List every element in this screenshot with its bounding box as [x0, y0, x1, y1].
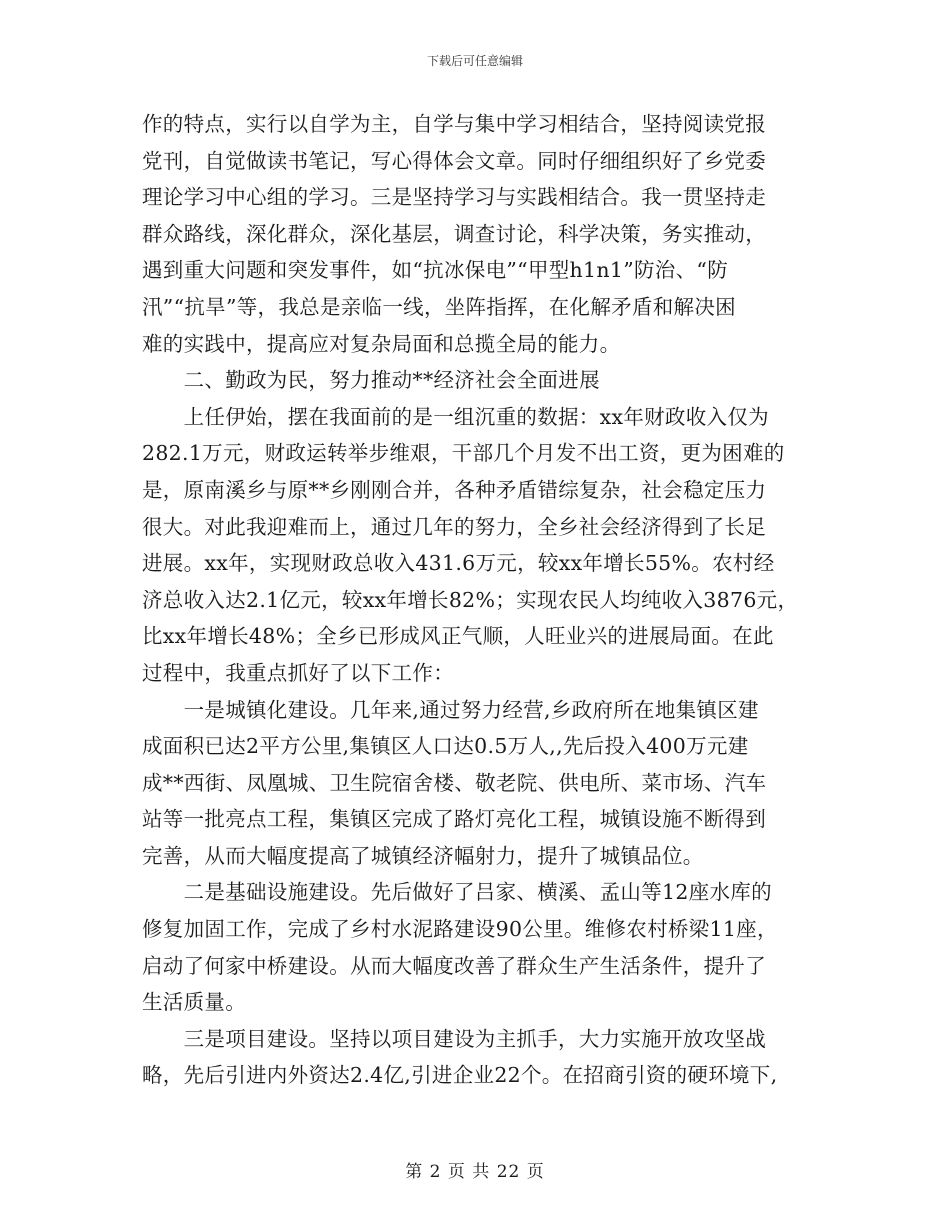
text-line: 济总收入达2.1亿元，较xx年增长82%；实现农民人均纯收入3876元，	[142, 587, 799, 612]
text-line: 完善，从而大幅度提高了城镇经济幅射力，提升了城镇品位。	[142, 843, 704, 868]
page-header: 下载后可任意编辑	[426, 54, 523, 68]
text-line: 群众路线，深化群众，深化基层，调查讨论，科学决策，务实推动，	[142, 221, 766, 246]
text-line: 成面积已达2平方公里,集镇区人口达0.5万人,,先后投入400万元建	[142, 734, 749, 759]
text-line: 站等一批亮点工程，集镇区完成了路灯亮化工程，城镇设施不断得到	[142, 807, 766, 832]
text-line: 启动了何家中桥建设。从而大幅度改善了群众生产生活条件，提升了	[142, 953, 766, 978]
text-line: 282.1万元，财政运转举步维艰，干部几个月发不出工资，更为困难的	[142, 441, 785, 466]
text-line: 比xx年增长48%；全乡已形成风正气顺，人旺业兴的进展局面。在此	[142, 624, 774, 649]
text-line: 难的实践中，提高应对复杂局面和总揽全局的能力。	[142, 331, 621, 356]
text-line: 二是基础设施建设。先后做好了吕家、横溪、孟山等12座水库的	[142, 880, 772, 905]
text-line: 汛”“抗旱”等，我总是亲临一线，坐阵指挥，在化解矛盾和解决困	[142, 294, 736, 319]
text-line: 是，原南溪乡与原**乡刚刚合并，各种矛盾错综复杂，社会稳定压力	[142, 477, 767, 502]
page-number-footer: 第 2 页 共 22 页	[405, 1162, 545, 1182]
text-line: 理论学习中心组的学习。三是坚持学习与实践相结合。我一贯坚持走	[142, 185, 766, 210]
text-line: 上任伊始，摆在我面前的是一组沉重的数据：xx年财政收入仅为	[142, 404, 769, 429]
section-heading: 二、勤政为民，努力推动**经济社会全面进展	[142, 368, 600, 393]
text-line: 遇到重大问题和突发事件，如“抗冰保电”“甲型h1n1”防治、“防	[142, 258, 728, 283]
text-line: 作的特点，实行以自学为主，自学与集中学习相结合，坚持阅读党报	[142, 112, 766, 136]
text-line: 过程中，我重点抓好了以下工作：	[142, 660, 454, 685]
text-line: 进展。xx年，实现财政总收入431.6万元，较xx年增长55%。农村经	[142, 551, 775, 576]
document-body	[142, 106, 822, 1094]
text-line: 修复加固工作，完成了乡村水泥路建设90公里。维修农村桥梁11座，	[142, 917, 778, 942]
text-line: 成**西街、凤凰城、卫生院宿舍楼、敬老院、供电所、菜市场、汽车	[142, 770, 767, 795]
text-line: 一是城镇化建设。几年来,通过努力经营,乡政府所在地集镇区建	[142, 697, 759, 722]
text-line: 很大。对此我迎难而上，通过几年的努力，全乡社会经济得到了长足	[142, 514, 766, 539]
text-line: 略，先后引进内外资达2.4亿,引进企业22个。在招商引资的硬环境下,	[142, 1063, 778, 1088]
text-line: 生活质量。	[142, 990, 246, 1015]
text-line: 三是项目建设。坚持以项目建设为主抓手，大力实施开放攻坚战	[142, 1026, 766, 1051]
text-line: 党刊，自觉做读书笔记，写心得体会文章。同时仔细组织好了乡党委	[142, 148, 766, 173]
